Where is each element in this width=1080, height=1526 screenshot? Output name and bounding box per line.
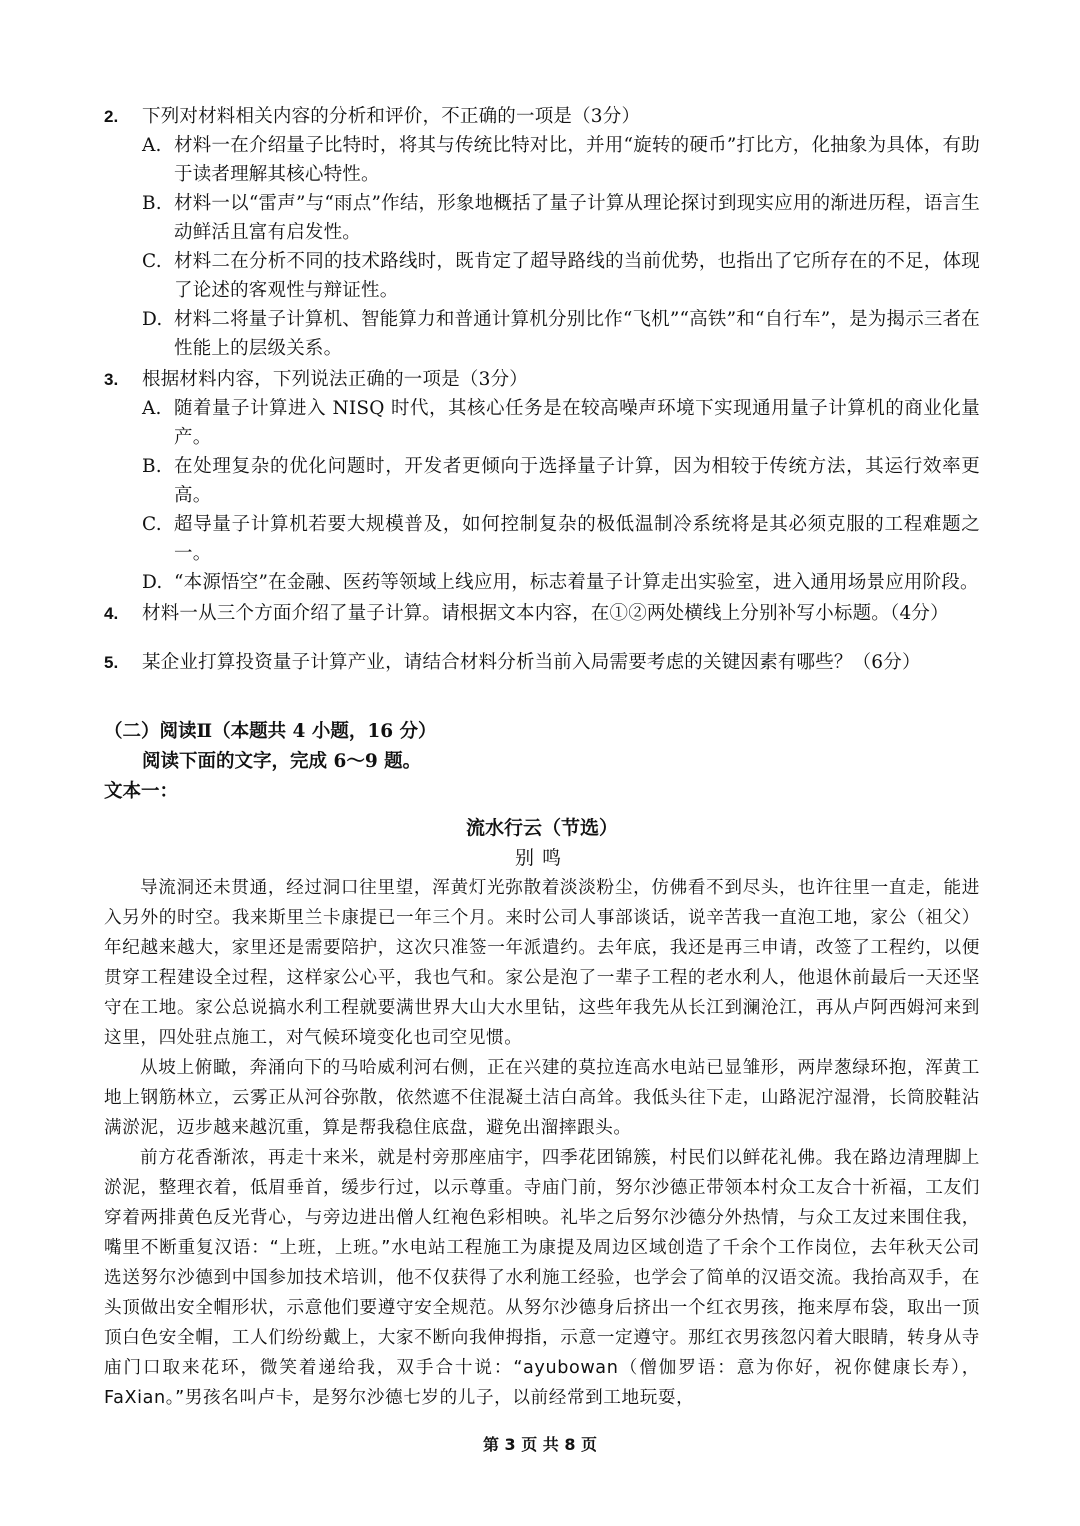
option-label: D. xyxy=(142,572,163,593)
option-d xyxy=(142,305,980,363)
option-text: 在处理复杂的优化问题时，开发者更倾向于选择量子计算，因为相较于传统方法，其运行效率更高。 xyxy=(174,456,980,506)
article-title: 流水行云（节选） xyxy=(465,817,618,839)
question-number: 5. xyxy=(104,653,119,672)
text-label: 文本一： xyxy=(104,781,179,802)
option-d xyxy=(142,568,980,597)
option-text: “本源悟空”在金融、医药等领域上线应用，标志着量子计算走出实验室，进入通用场景应用阶段。 xyxy=(174,572,979,593)
question-stem: 根据材料内容，下列说法正确的一项是（3分） xyxy=(142,369,528,390)
option-label: A. xyxy=(142,398,162,419)
question-stem: 下列对材料相关内容的分析和评价，不正确的一项是（3分） xyxy=(142,106,641,127)
question-number: 3. xyxy=(104,370,119,389)
option-b xyxy=(142,189,980,247)
page-footer: 第 3 页 共 8 页 xyxy=(482,1435,598,1454)
option-a xyxy=(142,394,980,452)
option-b xyxy=(142,452,980,510)
question-number: 4. xyxy=(104,604,119,623)
question-stem: 材料一从三个方面介绍了量子计算。请根据文本内容，在①②两处横线上分别补写小标题。（4分） xyxy=(142,603,949,624)
option-c xyxy=(142,510,980,568)
section-title: （二）阅读Ⅱ（本题共 4 小题，16 分） xyxy=(104,721,437,742)
option-label: D. xyxy=(142,309,163,330)
option-text: 材料二将量子计算机、智能算力和普通计算机分别比作“飞机”“高铁”和“自行车”，是为揭示三者在性能上的层级关系。 xyxy=(174,309,980,359)
option-label: C. xyxy=(142,251,162,272)
article-paragraph: 导流洞还未贯通，经过洞口往里望，浑黄灯光弥散着淡淡粉尘，仿佛看不到尽头，也许往里一直走，能进入另外的时空。我来斯里兰卡康提已一年三个月。来时公司人事部谈话，说辛苦我一直泡工地，家公（祖父）年纪越来越大，家里还是需要陪护，这次只准签一年派遣约。去年底，我还是再三申请，改签了工程约，以便贯穿工程建设全过程，这样家公心平，我也气和。家公是泡了一辈子工程的老水利人，他退休前最后一天还坚守在工地。家公总说搞水利工程就要满世界大山大水里钻，这些年我先从长江到澜沧江，再从卢阿西姆河来到这里，四处驻点施工，对气候环境变化也司空见惯。 xyxy=(104,878,980,1048)
option-text: 材料一在介绍量子比特时，将其与传统比特对比，并用“旋转的硬币”打比方，化抽象为具体，有助于读者理解其核心特性。 xyxy=(174,135,980,185)
question-2 xyxy=(104,102,980,363)
question-3 xyxy=(104,365,980,597)
section-instruction: 阅读下面的文字，完成 6～9 题。 xyxy=(142,751,422,772)
option-label: C. xyxy=(142,514,162,535)
question-5 xyxy=(104,648,980,677)
question-4 xyxy=(104,599,980,628)
option-text: 材料二在分析不同的技术路线时，既肯定了超导路线的当前优势，也指出了它所存在的不足，体现了论述的客观性与辩证性。 xyxy=(174,251,980,301)
option-label: B. xyxy=(142,456,162,477)
option-label: A. xyxy=(142,135,162,156)
article-author: 别鸣 xyxy=(514,847,569,869)
article-paragraph: 从坡上俯瞰，奔涌向下的马哈威利河右侧，正在兴建的莫拉连高水电站已显雏形，两岸葱绿环抱，浑黄工地上钢筋林立，云雾正从河谷弥散，依然遮不住混凝土洁白高耸。我低头往下走，山路泥泞湿滑，长筒胶鞋沾满淤泥，迈步越来越沉重，算是帮我稳住底盘，避免出溜摔跟头。 xyxy=(104,1058,980,1138)
option-text: 超导量子计算机若要大规模普及，如何控制复杂的极低温制冷系统将是其必须克服的工程难题之一。 xyxy=(174,514,980,564)
option-c xyxy=(142,247,980,305)
question-stem: 某企业打算投资量子计算产业，请结合材料分析当前入局需要考虑的关键因素有哪些？（6分） xyxy=(142,652,921,673)
question-number: 2. xyxy=(104,107,119,126)
option-a xyxy=(142,131,980,189)
option-text: 材料一以“雷声”与“雨点”作结，形象地概括了量子计算从理论探讨到现实应用的渐进历程，语言生动鲜活且富有启发性。 xyxy=(174,193,980,243)
article-paragraph: 前方花香渐浓，再走十来米，就是村旁那座庙宇，四季花团锦簇，村民们以鲜花礼佛。我在路边清理脚上淤泥，整理衣着，低眉垂首，缓步行过，以示尊重。寺庙门前，努尔沙德正带领本村众工友合十祈福，工友们穿着两排黄色反光背心，与旁边进出僧人红袍色彩相映。礼毕之后努尔沙德分外热情，与众工友过来围住我，嘴里不断重复汉语：“上班，上班。”水电站工程施工为康提及周边区域创造了千余个工作岗位，去年秋天公司选送努尔沙德到中国参加技术培训，他不仅获得了水利施工经验，也学会了简单的汉语交流。我抬高双手，在头顶做出安全帽形状，示意他们要遵守安全规范。从努尔沙德身后挤出一个红衣男孩，拖来厚布袋，取出一顶顶白色安全帽，工人们纷纷戴上，大家不断向我伸拇指，示意一定遵守。那红衣男孩忽闪着大眼睛，转身从寺庙门口取来花环，微笑着递给我，双手合十说：“ayubowan（僧伽罗语：意为你好，祝你健康长寿），FaXian。”男孩名叫卢卡，是努尔沙德七岁的儿子，以前经常到工地玩耍， xyxy=(104,1148,980,1408)
option-label: B. xyxy=(142,193,162,214)
option-text: 随着量子计算进入 NISQ 时代，其核心任务是在较高噪声环境下实现通用量子计算机的商业化量产。 xyxy=(174,398,980,448)
